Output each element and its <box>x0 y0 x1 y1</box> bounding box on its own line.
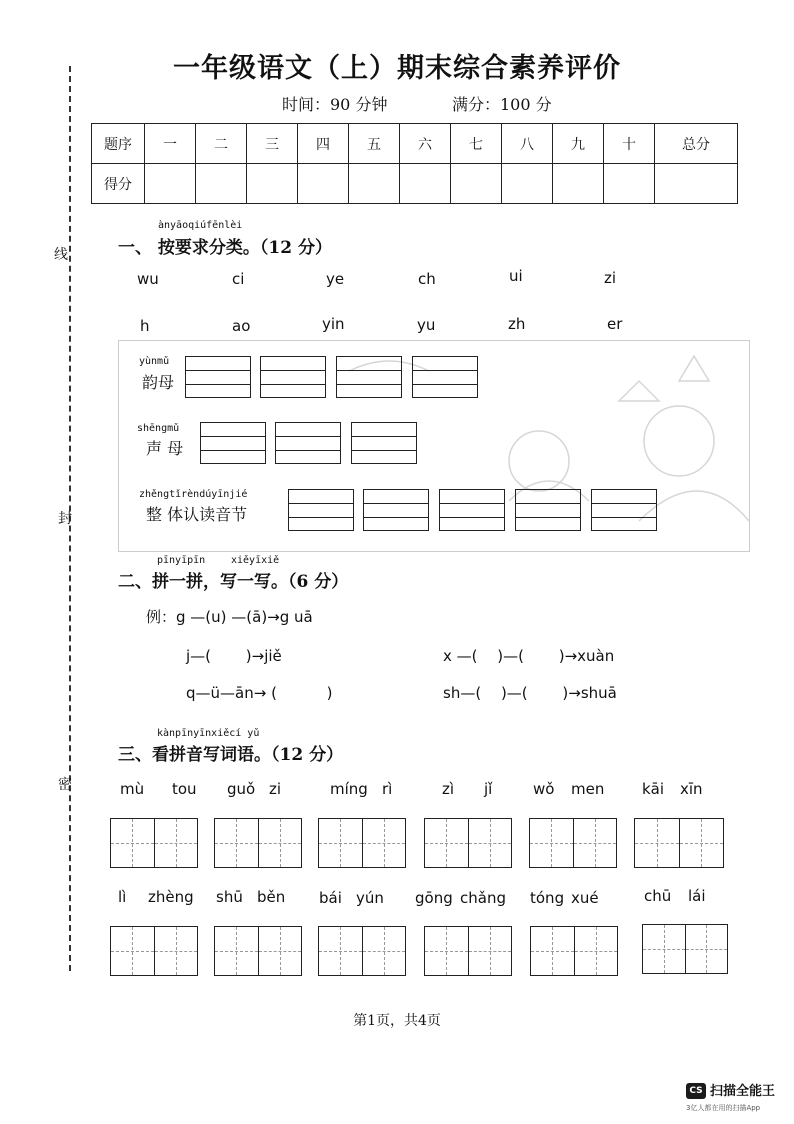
word-pinyin: tóng <box>530 889 565 907</box>
binding-char: 封 <box>58 511 72 527</box>
score-total-cell[interactable] <box>655 164 738 204</box>
score-header-cell: 题序 <box>92 124 145 164</box>
word-pinyin: lì <box>118 888 127 906</box>
word-pinyin: zi <box>269 780 282 798</box>
writing-grid[interactable] <box>529 818 617 868</box>
syllable: zi <box>604 269 617 287</box>
writing-grid[interactable] <box>642 924 728 974</box>
syllable: er <box>607 315 623 333</box>
section2-example: 例：g —(u) —(ā)→g uā <box>146 608 313 626</box>
writing-grid[interactable] <box>424 926 512 976</box>
yunmu-label: 韵母 <box>142 373 175 392</box>
shengmu-pinyin: shēngmǔ <box>137 423 180 434</box>
syllable: wu <box>137 270 159 288</box>
writing-grid[interactable] <box>424 818 512 868</box>
answer-box[interactable] <box>185 356 251 398</box>
score-cell[interactable] <box>502 164 553 204</box>
syllable: ui <box>509 267 523 285</box>
score-header-cell: 八 <box>502 124 553 164</box>
scanner-app-name: 扫描全能王 <box>710 1084 776 1099</box>
answer-box[interactable] <box>412 356 478 398</box>
word-pinyin: xué <box>571 889 599 907</box>
word-pinyin: běn <box>257 888 286 906</box>
writing-grid[interactable] <box>530 926 618 976</box>
syllable: ch <box>418 270 436 288</box>
zhengti-label: 整 体认读音节 <box>146 505 248 524</box>
word-pinyin: xīn <box>680 780 703 798</box>
writing-grid[interactable] <box>634 818 724 868</box>
word-pinyin: men <box>571 780 605 798</box>
writing-grid[interactable] <box>110 926 198 976</box>
zhengti-pinyin: zhěngtǐrèndúyīnjié <box>139 489 248 500</box>
word-pinyin: shū <box>216 888 243 906</box>
score-cell[interactable] <box>451 164 502 204</box>
answer-box[interactable] <box>363 489 429 531</box>
page-title: 一年级语文（上）期末综合素养评价 <box>173 53 621 84</box>
section2-pinyin-a: pīnyīpīn <box>157 555 206 566</box>
shengmu-label: 声 母 <box>146 439 184 458</box>
score-cell[interactable] <box>400 164 451 204</box>
spelling-question: q—ü—ān→ ( ) <box>186 684 333 702</box>
score-cell[interactable] <box>247 164 298 204</box>
section3-pinyin: kànpīnyīnxiěcí yǔ <box>157 728 260 739</box>
score-cell[interactable] <box>604 164 655 204</box>
answer-box[interactable] <box>591 489 657 531</box>
spelling-question: j—( )→jiě <box>186 647 282 665</box>
score-header-cell: 九 <box>553 124 604 164</box>
score-cell[interactable] <box>349 164 400 204</box>
word-pinyin: guǒ <box>227 780 256 798</box>
score-header-cell: 一 <box>145 124 196 164</box>
answer-box[interactable] <box>439 489 505 531</box>
binding-char: 线 <box>54 247 68 263</box>
syllable: ci <box>232 270 245 288</box>
section1-pinyin: ànyāoqiúfēnlèi <box>158 220 243 231</box>
syllable: h <box>140 317 150 335</box>
exam-full-score: 满分：100 分 <box>452 95 552 114</box>
section3-title: 三、看拼音写词语。（12 分） <box>118 745 344 765</box>
score-cell[interactable] <box>145 164 196 204</box>
score-cell[interactable] <box>196 164 247 204</box>
score-header-cell: 十 <box>604 124 655 164</box>
score-cell[interactable] <box>553 164 604 204</box>
writing-grid[interactable] <box>110 818 198 868</box>
word-pinyin: gōng <box>415 889 453 907</box>
answer-box[interactable] <box>260 356 326 398</box>
scanner-app-tagline: 3亿人都在用的扫描App <box>686 1104 761 1112</box>
section1-title: 一、 按要求分类。（12 分） <box>118 238 332 258</box>
word-pinyin: lái <box>688 887 706 905</box>
syllable: ye <box>326 270 345 288</box>
spelling-question: sh—( )—( )→shuā <box>443 684 617 702</box>
page-number: 第1页，共4页 <box>353 1013 441 1029</box>
score-header-cell: 三 <box>247 124 298 164</box>
word-pinyin: zhèng <box>148 888 194 906</box>
spelling-question: x —( )—( )→xuàn <box>443 647 615 665</box>
score-cell[interactable] <box>298 164 349 204</box>
answer-box[interactable] <box>275 422 341 464</box>
syllable: yin <box>322 315 345 333</box>
score-row-label: 得分 <box>92 164 145 204</box>
word-pinyin: mù <box>120 780 145 798</box>
score-header-cell: 四 <box>298 124 349 164</box>
exam-time: 时间：90 分钟 <box>282 95 388 114</box>
word-pinyin: zì <box>442 780 455 798</box>
writing-grid[interactable] <box>318 926 406 976</box>
score-table <box>91 123 738 204</box>
syllable: ao <box>232 317 251 335</box>
score-header-cell: 二 <box>196 124 247 164</box>
word-pinyin: kāi <box>642 780 665 798</box>
answer-box[interactable] <box>200 422 266 464</box>
syllable: zh <box>508 315 526 333</box>
word-pinyin: bái <box>319 889 342 907</box>
writing-grid[interactable] <box>318 818 406 868</box>
writing-grid[interactable] <box>214 926 302 976</box>
yunmu-pinyin: yùnmǔ <box>139 356 170 367</box>
word-pinyin: tou <box>172 780 197 798</box>
word-pinyin: chū <box>644 887 672 905</box>
score-header-cell: 五 <box>349 124 400 164</box>
word-pinyin: míng <box>330 780 368 798</box>
score-header-cell: 总分 <box>655 124 738 164</box>
word-pinyin: wǒ <box>533 780 555 798</box>
answer-box[interactable] <box>336 356 402 398</box>
word-pinyin: jǐ <box>484 780 493 798</box>
word-pinyin: chǎng <box>460 889 506 907</box>
score-header-cell: 七 <box>451 124 502 164</box>
answer-box[interactable] <box>351 422 417 464</box>
score-header-cell: 六 <box>400 124 451 164</box>
binding-char: 密 <box>58 777 72 793</box>
section2-pinyin-b: xiěyīxiě <box>231 555 280 566</box>
word-pinyin: yún <box>356 889 384 907</box>
answer-box[interactable] <box>515 489 581 531</box>
writing-grid[interactable] <box>214 818 302 868</box>
answer-box[interactable] <box>288 489 354 531</box>
section2-title: 二、拼一拼，写一写。（6 分） <box>118 572 349 592</box>
syllable: yu <box>417 316 436 334</box>
scanner-logo-icon: CS <box>686 1083 706 1099</box>
word-pinyin: rì <box>382 780 393 798</box>
